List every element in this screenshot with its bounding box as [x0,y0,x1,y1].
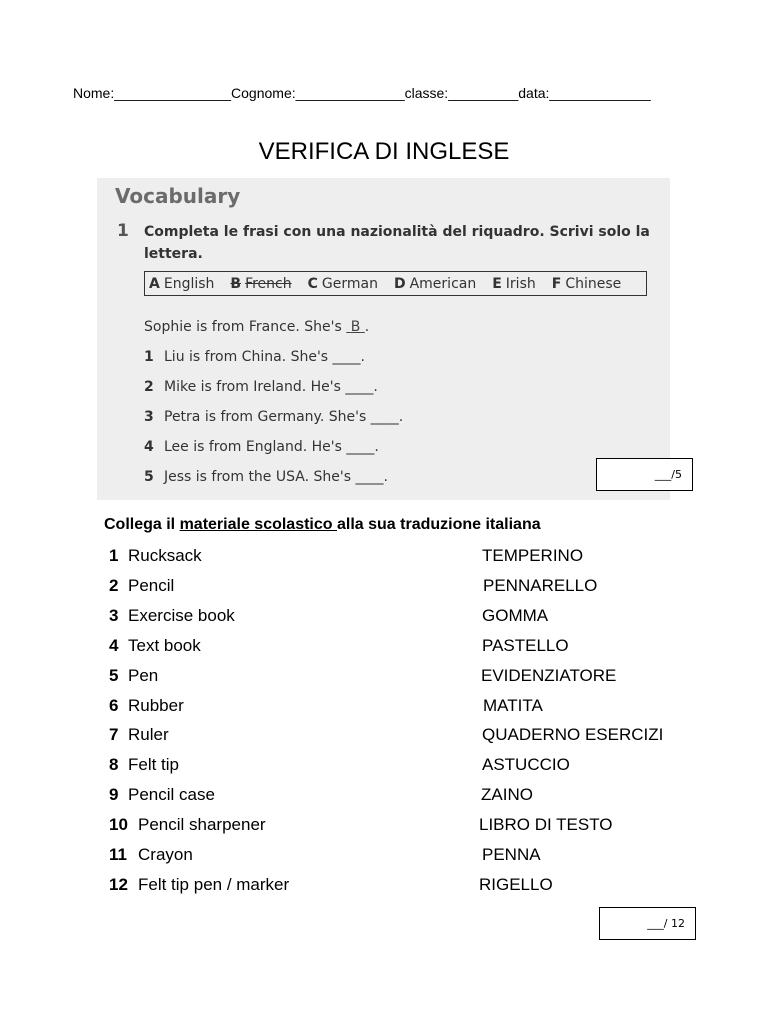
nationality-options-box [144,271,647,296]
item-number: 4 [109,636,119,655]
english-word: Crayon [138,845,193,864]
exercise-instruction: Completa le frasi con una nazionalità del riquadro. Scrivi solo la lettera. [144,224,650,262]
english-word: Pencil [128,576,175,595]
english-item-8 [109,755,179,775]
english-word: Rubber [128,696,184,715]
item-number: 11 [109,845,127,864]
item-number: 5 [109,666,119,685]
english-word: Pencil case [128,785,215,804]
english-item-3 [109,606,235,626]
english-word: Rucksack [128,546,202,565]
english-word: Text book [128,636,201,655]
english-item-5 [109,666,158,686]
english-item-12 [109,875,289,895]
sentence-2: 2 Mike is from Ireland. He's ____. [144,379,378,395]
english-word: Felt tip [128,755,180,774]
italian-item-11: PENNA [482,845,541,864]
exercise-number: 1 [117,221,129,241]
english-word: Felt tip pen / marker [138,875,290,894]
english-item-11 [109,845,193,865]
item-number: 1 [109,546,119,565]
item-number: 12 [109,875,128,894]
english-item-9 [109,785,215,805]
option-e: E Irish [492,275,536,292]
italian-item-7: QUADERNO ESERCIZI [482,725,664,744]
english-item-2 [109,576,174,596]
sentence-5: 5 Jess is from the USA. She's ____. [144,469,388,485]
sentence-3: 3 Petra is from Germany. She's ____. [144,409,404,425]
option-a: A English [149,275,215,292]
english-item-6 [109,696,184,716]
score-box-vocabulary: ___/5 [596,458,693,491]
italian-item-6: MATITA [483,696,543,715]
item-number: 2 [109,576,119,595]
student-info-line: Nome:_______________Cognome:______________classe:_________data:_____________ [73,85,651,101]
item-number: 10 [109,815,128,834]
example-sentence: Sophie is from France. She's B . [144,319,370,335]
item-number: 6 [109,696,119,715]
sentence-1: 1 Liu is from China. She's ____. [144,349,365,365]
page-title: VERIFICA DI INGLESE [258,138,510,165]
vocabulary-heading: Vocabulary [115,184,241,208]
option-d: D American [393,275,477,292]
example-answer: B [350,319,361,335]
option-f: F Chinese [551,275,622,292]
italian-item-1: TEMPERINO [482,546,584,565]
score-box-matching: ___/ 12 [599,907,696,940]
sentence-4: 4 Lee is from England. He's ____. [144,439,379,455]
english-item-1 [109,546,202,566]
english-word: Pencil sharpener [138,815,266,834]
english-word: Pen [128,666,159,685]
item-number: 3 [109,606,119,625]
english-item-10 [109,815,266,835]
italian-item-4: PASTELLO [482,636,569,655]
option-c: C German [307,275,378,292]
english-item-4 [109,636,201,656]
italian-item-12: RIGELLO [479,875,553,894]
vocabulary-exercise-scan [97,178,670,500]
italian-item-10: LIBRO DI TESTO [479,815,613,834]
item-number: 8 [109,755,119,774]
italian-item-9: ZAINO [481,785,533,804]
italian-item-2: PENNARELLO [483,576,598,595]
italian-item-5: EVIDENZIATORE [481,666,617,685]
english-word: Exercise book [128,606,235,625]
item-number: 9 [109,785,119,804]
italian-item-8: ASTUCCIO [482,755,570,774]
option-b-struck: B French [230,275,292,292]
english-item-7 [109,725,169,745]
italian-item-3: GOMMA [482,606,549,625]
english-word: Ruler [128,725,169,744]
matching-title: Collega il materiale scolastico alla sua traduzione italiana [104,516,541,533]
item-number: 7 [109,725,119,744]
